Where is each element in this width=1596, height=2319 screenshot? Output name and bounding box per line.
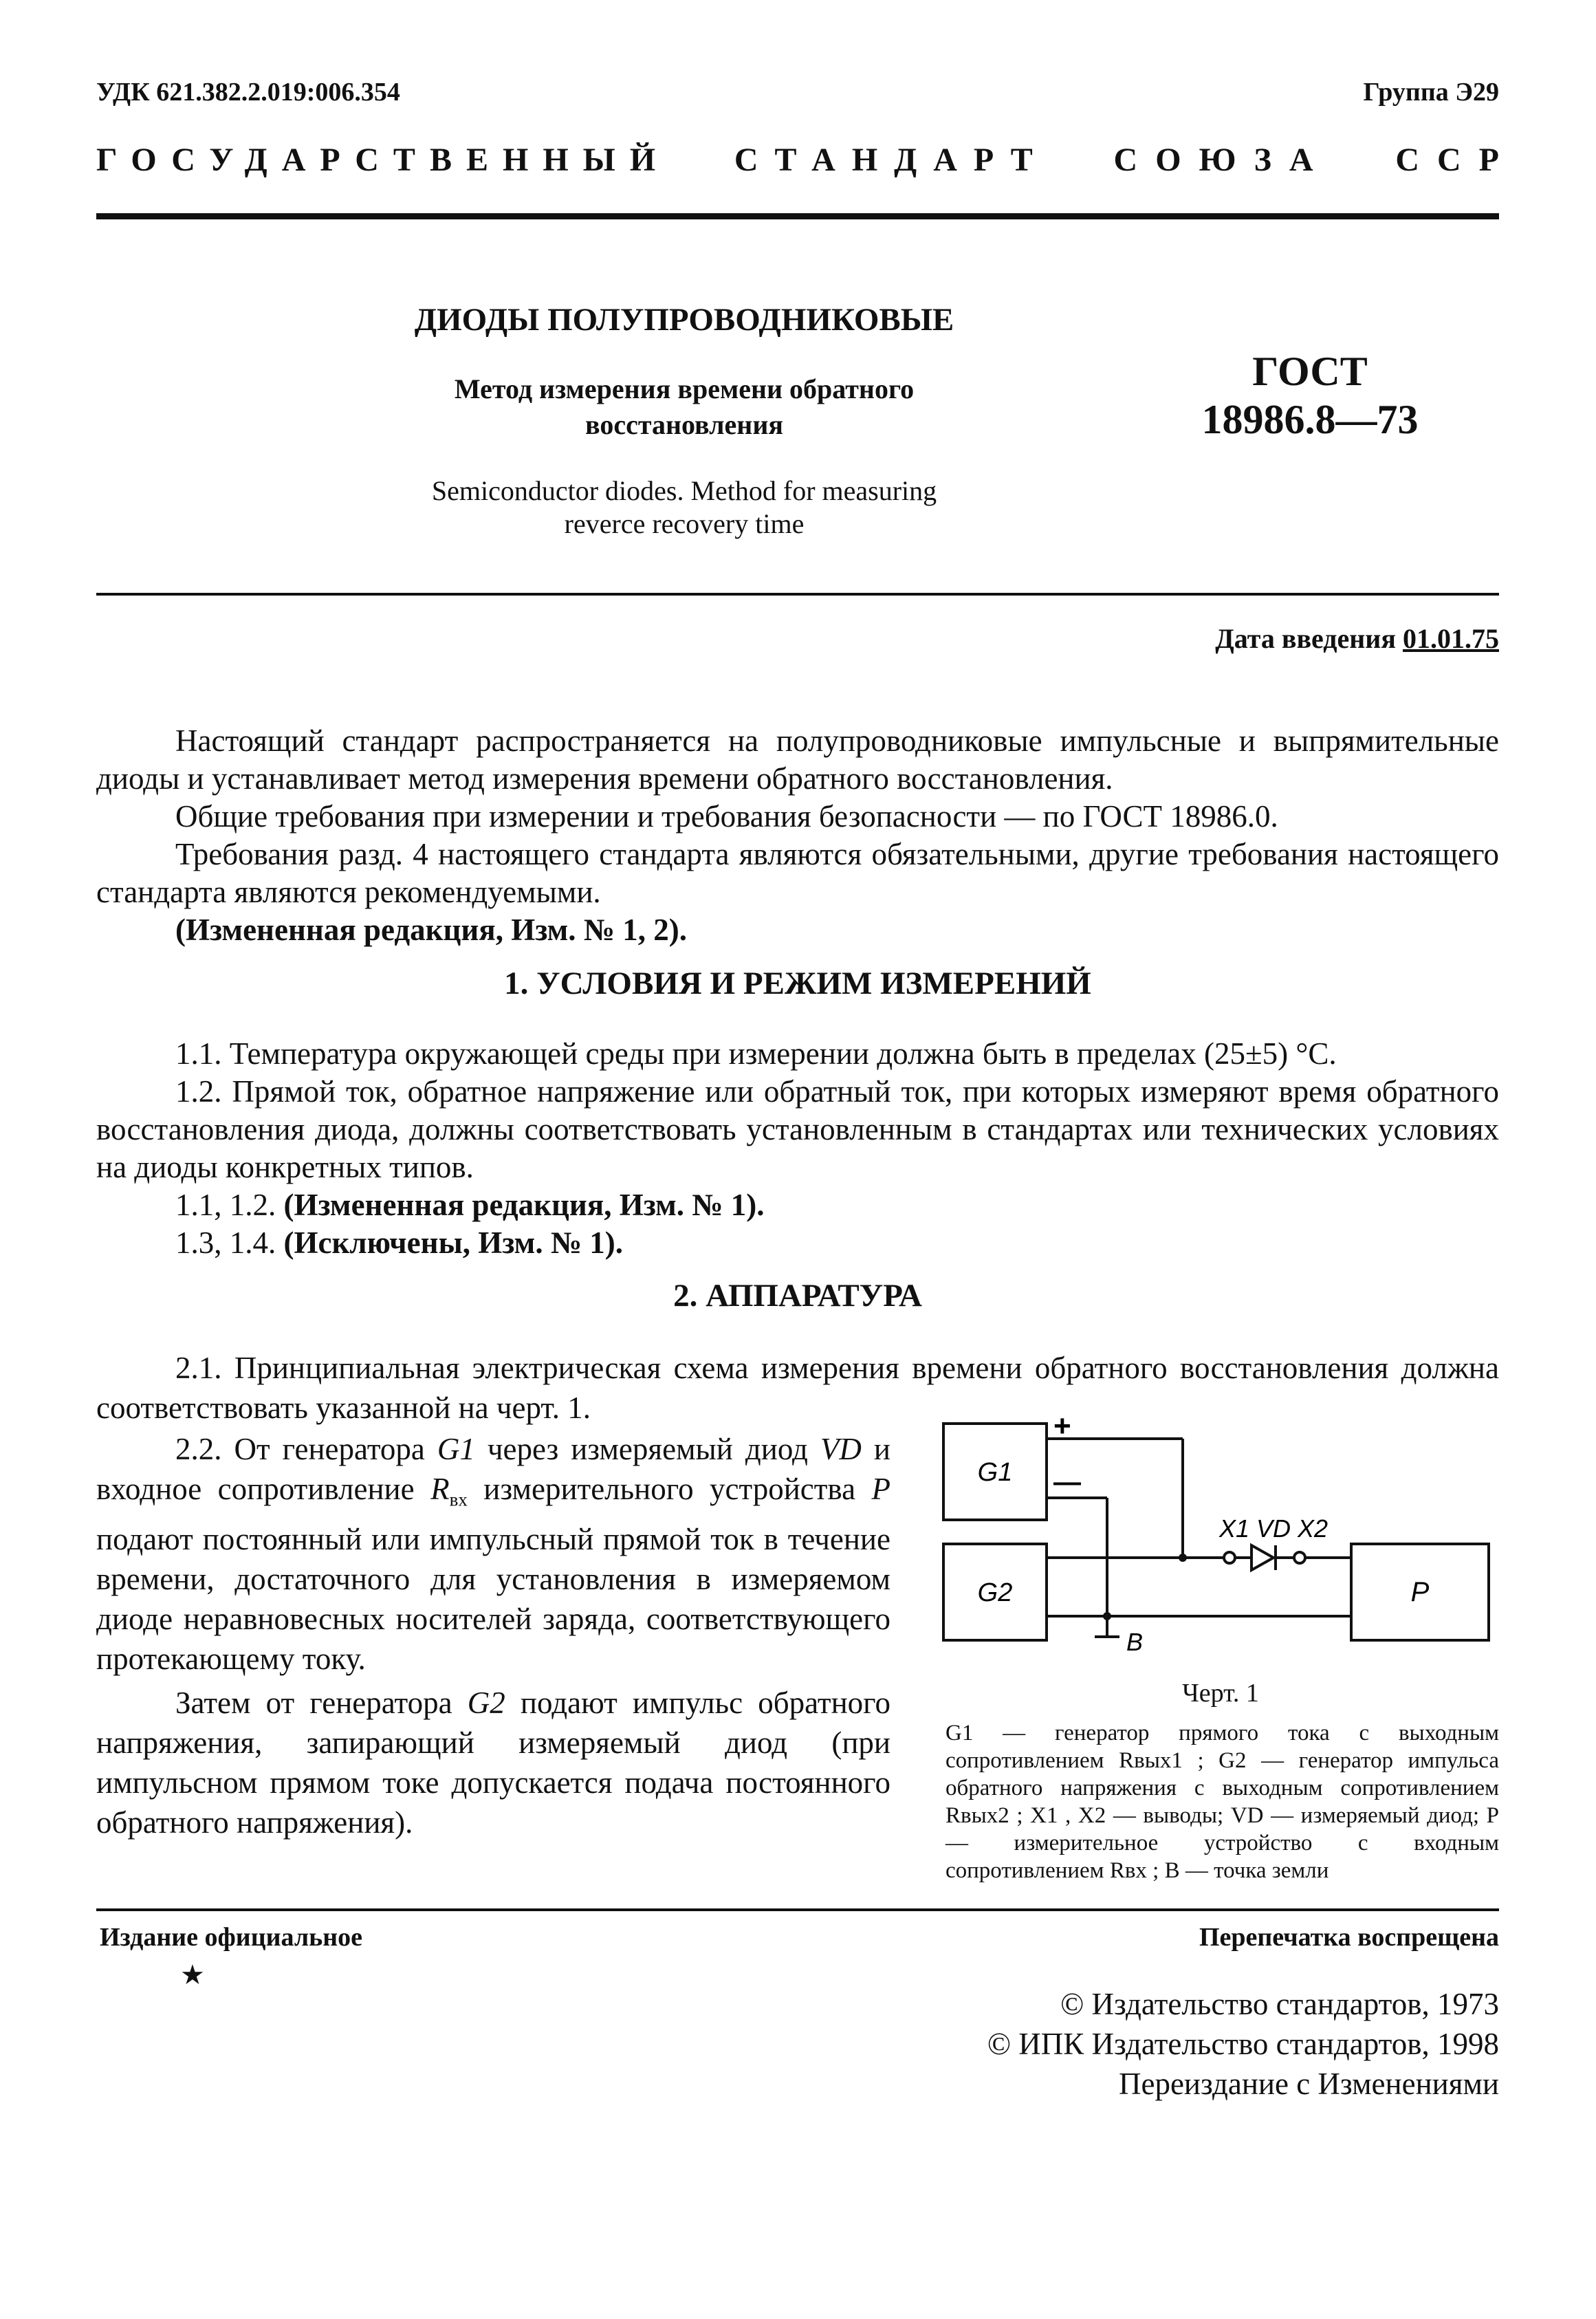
banner-word-4: ССР — [1395, 142, 1517, 178]
official-edition: Издание официальное — [100, 1923, 363, 1952]
section-1-text — [96, 1035, 1499, 1262]
terminal-x1 — [1224, 1552, 1235, 1563]
footer-rule — [96, 1908, 1499, 1911]
p2-vd: VD — [820, 1432, 862, 1466]
copyright-1998: © ИПК Издательство стандартов, 1998 — [987, 2027, 1499, 2061]
figure-caption-title: Черт. 1 — [1182, 1679, 1259, 1708]
intro-paragraph-1: Настоящий стандарт распространяется на полупроводниковые импульсные и выпрямительные диоды и устанавливает метод измерения времени обратного восстановления. — [96, 723, 1499, 796]
english-line-1: Semiconductor diodes. Method for measuring — [431, 475, 937, 506]
p2-part-d: измерительного устройства — [467, 1472, 872, 1506]
section-2-paragraph-2 — [96, 1429, 890, 1679]
header-rule — [96, 213, 1499, 219]
label-x1-vd-x2: X1 VD X2 — [1219, 1514, 1329, 1543]
p2-g1: G1 — [437, 1432, 475, 1466]
section-1-amendment-2 — [96, 1224, 1499, 1262]
p2-part-e: подают постоянный или импульсный прямой ток в течение времени, достаточного для установления в измеряемом диоде неравновесных носителей заряда, соответствующего протекающему току. — [96, 1522, 890, 1677]
label-minus: — — [1053, 1467, 1081, 1497]
junction-node — [1179, 1554, 1187, 1562]
section-1-title: 1. УСЛОВИЯ И РЕЖИМ ИЗМЕРЕНИЙ — [504, 966, 1091, 1001]
p2-r: R — [430, 1472, 450, 1506]
copyright-1973: © Издательство стандартов, 1973 — [1060, 1987, 1499, 2021]
p2-p: P — [871, 1472, 891, 1506]
label-p: P — [1410, 1577, 1430, 1607]
section-2-paragraph-1-text: 2.1. Принципиальная электрическая схема измерения времени обратного восстановления должна соответствовать указанной на черт. 1. — [96, 1351, 1499, 1425]
subtitle-line-2: восстановления — [584, 409, 784, 440]
english-title — [289, 475, 1080, 541]
document-subtitle — [289, 371, 1080, 443]
label-plus: + — [1053, 1410, 1071, 1443]
subtitle-line-1: Метод измерения времени обратного — [454, 373, 915, 404]
amendment-1-text: (Измененная редакция, Изм. № 1). — [283, 1188, 765, 1222]
group-code: Группа Э29 — [1363, 78, 1499, 107]
intro-paragraph-3: Требования разд. 4 настоящего стандарта являются обязательными, другие требования настоящего стандарта являются рекомендуемыми. — [96, 837, 1499, 909]
ground-junction-node — [1103, 1612, 1111, 1620]
label-ground-b: B — [1126, 1628, 1144, 1656]
amendment-2-number: 1.3, 1.4. — [175, 1226, 276, 1260]
amendment-2-text: (Исключены, Изм. № 1). — [283, 1226, 624, 1260]
p2-r-subscript: вх — [449, 1489, 468, 1510]
state-standard-banner — [96, 141, 1517, 179]
effective-date-label: Дата введения — [1215, 623, 1396, 654]
gost-code: 18986.8—73 — [1201, 397, 1419, 442]
reprint-prohibited: Перепечатка воспрещена — [1199, 1923, 1499, 1952]
section-1-amendment-1 — [96, 1186, 1499, 1224]
section-1-paragraph-2: 1.2. Прямой ток, обратное напряжение или обратный ток, при которых измеряют время обратного восстановления диода, должны соответствовать установленным в стандартах или технических условиях на диоды конкретных типов. — [96, 1074, 1499, 1184]
star-icon: ★ — [180, 1959, 205, 1990]
english-line-2: reverce recovery time — [564, 508, 805, 539]
circuit-diagram — [942, 1410, 1499, 1657]
copyright-block — [987, 1984, 1499, 2104]
section-1-paragraph-1: 1.1. Температура окружающей среды при измерении должна быть в пределах (25±5) °С. — [175, 1036, 1337, 1071]
section-2-paragraph-3 — [96, 1683, 890, 1842]
title-rule — [96, 593, 1499, 596]
gost-label: ГОСТ — [1252, 349, 1368, 394]
effective-date-value: 01.01.75 — [1403, 623, 1499, 654]
banner-word-2: СТАНДАРТ — [734, 142, 1049, 178]
banner-word-1: ГОСУДАРСТВЕННЫЙ — [96, 142, 670, 178]
banner-word-3: СОЮЗА — [1113, 142, 1331, 178]
reissue-note: Переиздание с Изменениями — [1118, 2067, 1499, 2101]
p3-g2: G2 — [467, 1686, 505, 1721]
p2-part-b: через измеряемый диод — [474, 1432, 820, 1466]
diode-vd-symbol — [1251, 1545, 1276, 1570]
intro-paragraph-2: Общие требования при измерении и требования безопасности — по ГОСТ 18986.0. — [175, 799, 1278, 834]
terminal-x2 — [1294, 1552, 1305, 1563]
effective-date — [1215, 622, 1499, 655]
amendment-1-number: 1.1, 1.2. — [175, 1188, 276, 1222]
label-g1: G1 — [977, 1458, 1013, 1487]
intro-text — [96, 722, 1499, 949]
p3-part-a: Затем от генератора — [175, 1686, 468, 1721]
figure-caption-text: G1 — генератор прямого тока с выходным сопротивлением Rвых1 ; G2 — генератор импульса обратного напряжения с выходным сопротивлением Rвых2 ; X1 , X2 — выводы; VD — измеряемый диод; P — измерительное устройство с входным сопротивлением Rвх ; B — точка земли — [945, 1721, 1499, 1883]
p2-part-a: 2.2. От генератора — [175, 1432, 437, 1466]
document-title: ДИОДЫ ПОЛУПРОВОДНИКОВЫЕ — [414, 302, 954, 338]
section-2-title: 2. АППАРАТУРА — [673, 1278, 922, 1314]
section-2-left-column — [96, 1429, 890, 1842]
udk-code: УДК 621.382.2.019:006.354 — [96, 78, 400, 107]
intro-amendment: (Измененная редакция, Изм. № 1, 2). — [175, 913, 688, 947]
p2-part-c: и входное сопротивление — [96, 1432, 890, 1506]
p3-part-b: подают импульс обратного напряжения, запирающий измеряемый диод (при импульсном прямом токе допускается подача постоянного обратного напряжения). — [96, 1686, 890, 1840]
label-g2: G2 — [977, 1578, 1013, 1607]
gost-number — [1155, 347, 1465, 444]
